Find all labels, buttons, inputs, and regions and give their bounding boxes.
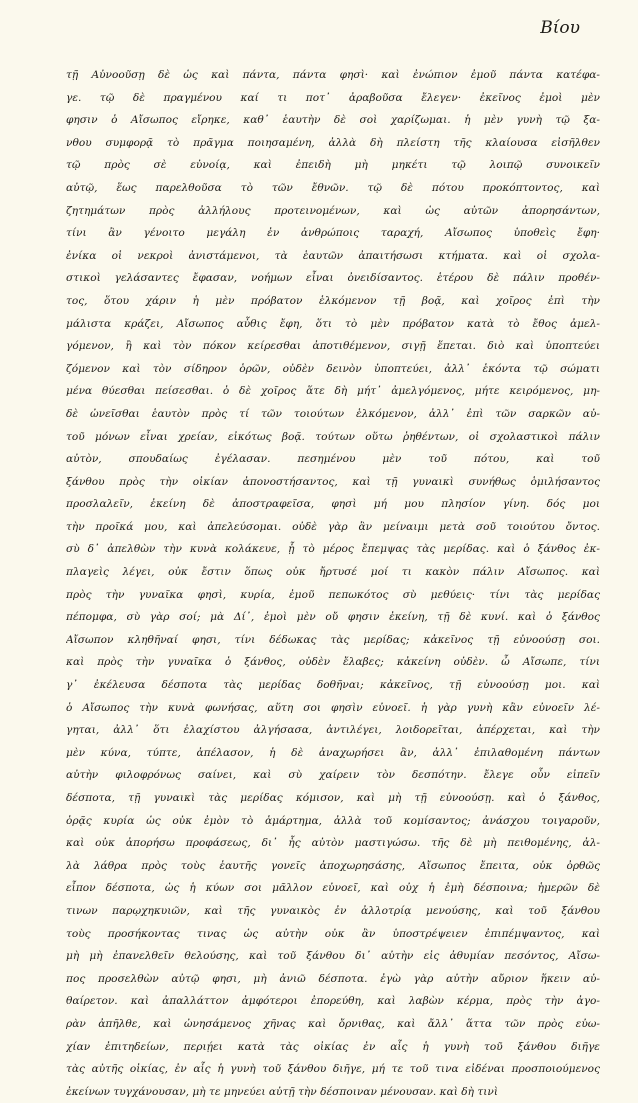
text-line: γε. τῷ δὲ πραγμένου καί τι ποτ᾽ ἀραβοῦσα ἔλεγεν· ἐκεῖνος ἐμοὶ μὲν — [66, 91, 600, 104]
text-line: θαίρετον. καὶ ἀπαλλάττον ἀμφότεροι ἐπορεύθη, καὶ λαβὼν κέρμα, πρὸς τὴν ἀγο- — [66, 995, 600, 1008]
text-line: αὐτῷ, ἕως παρελθοῦσα τὸ τῶν ἔθνῶν. τῷ δὲ πότου προκόπτοντος, καὶ — [66, 181, 600, 194]
text-line: τοῦ μόνων εἶναι χρείαν, εἰκότως βοᾷ. τούτων οὕτω ῥηθέντων, οἱ σχολαστικοὶ πάλιν — [66, 430, 600, 443]
text-line: μὲν κύνα, τύπτε, ἀπέλασον, ἡ δὲ ἀναχωρήσει ἂν, ἀλλ᾽ ἐπιλαθομένη πάντων — [66, 746, 600, 759]
running-head: Βίου — [540, 18, 580, 38]
text-line: ἐκείνων τυγχάνουσαν, μὴ τε μηνεύει αὐτῇ τὴν δέσποιναν μένουσαν. καὶ δὴ τινὶ — [66, 1085, 498, 1098]
text-line: ἐνίκα οἱ νεκροὶ ἀνιστάμενοι, τὰ ἑαυτῶν ἀπαιτήσωσι κτήματα. καὶ οἱ σχολα- — [66, 249, 600, 262]
text-line: στικοὶ γελάσαντες ἔφασαν, νοήμων εἶναι ὀνειδίσαντος. ἑτέρου δὲ πάλιν προθέν- — [66, 272, 600, 285]
text-line: μὴ μὴ ἐπανελθεῖν θελούσης, καὶ τοῦ ξάνθου δι᾽ αὐτὴν εἰς ἀθυμίαν πεσόντος, Αἴσω- — [66, 950, 600, 963]
text-line: εἶπον δέσποτα, ὡς ἡ κύων σοι μᾶλλον εὐνοεῖ, καὶ οὐχ ἡ ἐμὴ δέσποινα; ἡμερῶν δὲ — [66, 882, 600, 895]
text-line: τοὺς προσήκοντας τινας ὡς αὐτὴν οὐκ ἂν ὑποστρέψειεν ἐπιπέμψαντος, καὶ — [66, 927, 600, 940]
text-line: χίαν ἐπιτηδείων, περιῄει κατὰ τὰς οἰκίας ἐν αἷς ἡ γυνὴ τοῦ ξάνθου διῆγε — [66, 1040, 600, 1053]
text-line: λὰ λάθρα πρὸς τοὺς ἑαυτῆς γονεῖς ἀποχωρησάσης, Αἴσωπος ἔπειτα, οὐκ ὀρθῶς — [66, 859, 600, 872]
text-line: προσλαλεῖν, ἐκείνη δὲ ἀποστραφεῖσα, φησὶ μή μου πλησίον γίνη. δός μοι — [66, 498, 600, 511]
text-line: μένα θύεσθαι πείσεσθαι. ὁ δὲ χοῖρος ἅτε δὴ μήτ᾽ ἀμελγόμενος, μήτε κειρόμενος, μη- — [66, 385, 600, 398]
text-line: τινων παρῳχηκυιῶν, καὶ τῆς γυναικὸς ἐν ἀλλοτρίᾳ μενούσης, καὶ τοῦ ξάνθου — [66, 904, 600, 917]
text-line: σὺ δ᾽ ἀπελθὼν τὴν κυνὰ κολάκευε, ᾗ τὸ μέρος ἔπεμψας τὰς μερίδας. καὶ ὁ ξάνθος ἐκ- — [66, 543, 600, 556]
text-line: φησιν ὁ Αἴσωπος εἴρηκε, καθ᾽ ἑαυτὴν δὲ σοὶ χαρίζωμαι. ἡ μὲν γυνὴ τῷ ξα- — [66, 114, 600, 127]
text-line: Αἴσωπον κληθῆναί φησι, τίνι δέδωκας τὰς μερίδας; κἀκεῖνος τῇ εὐνοούσῃ σοι. — [66, 633, 600, 646]
text-line: τος, ὅτου χάριν ἡ μὲν πρόβατον ἑλκόμενον τῇ βοᾷ, καὶ χοῖρος ἐπὶ τὴν — [66, 294, 600, 307]
text-line: νθου συμφορᾷ τὸ πρᾶγμα ποιησαμένη, ἀλλὰ δὴ πλείστη τῆς κλαίουσα εἰσῆλθεν — [66, 136, 600, 149]
text-line: τὴν προῖκά μου, καὶ ἀπελεύσομαι. οὐδὲ γὰρ ἂν μείναιμι μετὰ σοῦ τοιούτου ὄντος. — [66, 520, 600, 533]
text-line: μάλιστα κράζει, Αἴσωπος αὖθις ἔφη, ὅτι τὸ μὲν πρόβατον κατὰ τὸ ἔθος ἀμελ- — [66, 317, 600, 330]
text-line: πρὸς τὴν γυναῖκα φησὶ, κυρία, ἐμοῦ πεπωκότος σὺ μεθύεις· τίνι τὰς μερίδας — [66, 588, 600, 601]
text-line: δὲ ὠνεῖσθαι ἑαυτὸν πρὸς τί τῶν τοιούτων ἑλκόμενον, ἀλλ᾽ ἐπὶ τῶν σαρκῶν αὐ- — [66, 407, 600, 420]
text-line: πλαγεὶς λέγει, οὐκ ἔστιν ὅπως οὐκ ἤρτυσέ μοί τι κακὸν πάλιν Αἴσωπος. καὶ — [66, 566, 600, 579]
text-line: γόμενον, ἢ καὶ τὸν πόκον κείρεσθαι ἀποτιθέμενον, σιγῇ ἕπεται. διὸ καὶ ὑποπτεύει — [66, 340, 600, 353]
text-line: αὐτὸν, σπουδαίως ἐγέλασαν. πεσημένου μὲν τοῦ πότου, καὶ τοῦ — [66, 453, 600, 466]
text-line: καὶ πρὸς τὴν γυναῖκα ὁ ξάνθος, οὐδὲν ἔλαβες; κἀκείνη οὐδὲν. ὦ Αἴσωπε, τίνι — [66, 656, 600, 669]
text-line: ξάνθου πρὸς τὴν οἰκίαν ἀπονοστήσαντος, καὶ τῇ γυναικὶ συνήθως ὁμιλήσαντος — [66, 475, 600, 488]
text-line: τίνι ἂν γένοιτο μεγάλη ἐν ἀνθρώποις ταραχή, Αἴσωπος ὑποθεὶς ἔφη· — [66, 227, 600, 240]
text-line: ὁρᾷς κυρία ὡς οὐκ ἐμὸν τὸ ἁμάρτημα, ἀλλὰ τοῦ κομίσαντος; ἀνάσχου τοιγαροῦν, — [66, 814, 600, 827]
text-line: γ᾽ ἐκέλευσα δέσποτα τὰς μερίδας δοθῆναι; κἀκεῖνος, τῇ εὐνοούσῃ μοι. καὶ — [66, 679, 600, 692]
text-line: ρὰν ἀπῆλθε, καὶ ὠνησάμενος χῆνας καὶ ὄρνιθας, καὶ ἄλλ᾽ ἅττα τῶν πρὸς εὐω- — [66, 1017, 600, 1030]
text-line: ζητημάτων πρὸς ἀλλήλους προτεινομένων, καὶ ὡς αὐτῶν ἀπορησάντων, — [66, 204, 600, 217]
text-line: πος προσελθὼν αὐτῷ φησι, μὴ ἀνιῶ δέσποτα. ἐγὼ γὰρ αὐτὴν αὔριον ἥκειν αὐ- — [66, 972, 600, 985]
text-line: τὰς αὐτῆς οἰκίας, ἐν αἷς ἡ γυνὴ τοῦ ξάνθου διῆγε, μή τε τοῦ τινα εἰδέναι προσποιούμενος — [66, 1063, 600, 1076]
text-line: γηται, ἀλλ᾽ ὅτι ἐλαχίστου ἀλγήσασα, ἀντιλέγει, λοιδορεῖται, ἀπέρχεται, καὶ τὴν — [66, 724, 600, 737]
text-line: δέσποτα, τῇ γυναικὶ τὰς μερίδας κόμισον, καὶ μὴ τῇ εὐνοούσῃ. καὶ ὁ ξάνθος, — [66, 792, 600, 804]
text-line: ζόμενον καὶ τὸν σίδηρον ὁρῶν, οὐδὲν δεινὸν ὑποπτεύει, ἀλλ᾽ ἑκόντα τῷ σώματι — [66, 362, 600, 375]
text-line: τῇ Αὐνοοῦσῃ δὲ ὡς καὶ πάντα, πάντα φησὶ· καὶ ἐνώπιον ἐμοῦ πάντα κατέφα- — [66, 69, 600, 81]
text-line: πέπομφα, σὺ γὰρ σοί; μὰ Δί᾽, ἐμοὶ μὲν οὔ φησιν ἐκείνη, τῇ δὲ κυνί. καὶ ὁ ξάνθος — [66, 611, 600, 624]
greek-text-block — [66, 64, 600, 1103]
text-line: αὐτὴν φιλοφρόνως σαίνει, καὶ σὺ χαίρειν τὸν δεσπότην. ἔλεγε οὖν εἰπεῖν — [66, 769, 600, 782]
text-line: ὁ Αἴσωπος τὴν κυνὰ φωνήσας, αὕτη σοι φησὶν εὐνοεῖ. ἡ γὰρ γυνὴ κἂν εὐνοεῖν λέ- — [66, 701, 600, 714]
text-line: καὶ οὐκ ἀπορήσω προφάσεως, δι᾽ ἧς αὐτὸν μαστιγώσω. τῆς δὲ μὴ πειθομένης, ἀλ- — [66, 837, 600, 850]
text-line: τῷ πρὸς σὲ εὐνοίᾳ, καὶ ἐπειδὴ μὴ μηκέτι τῷ λοιπῷ συνοικεῖν — [66, 159, 600, 172]
